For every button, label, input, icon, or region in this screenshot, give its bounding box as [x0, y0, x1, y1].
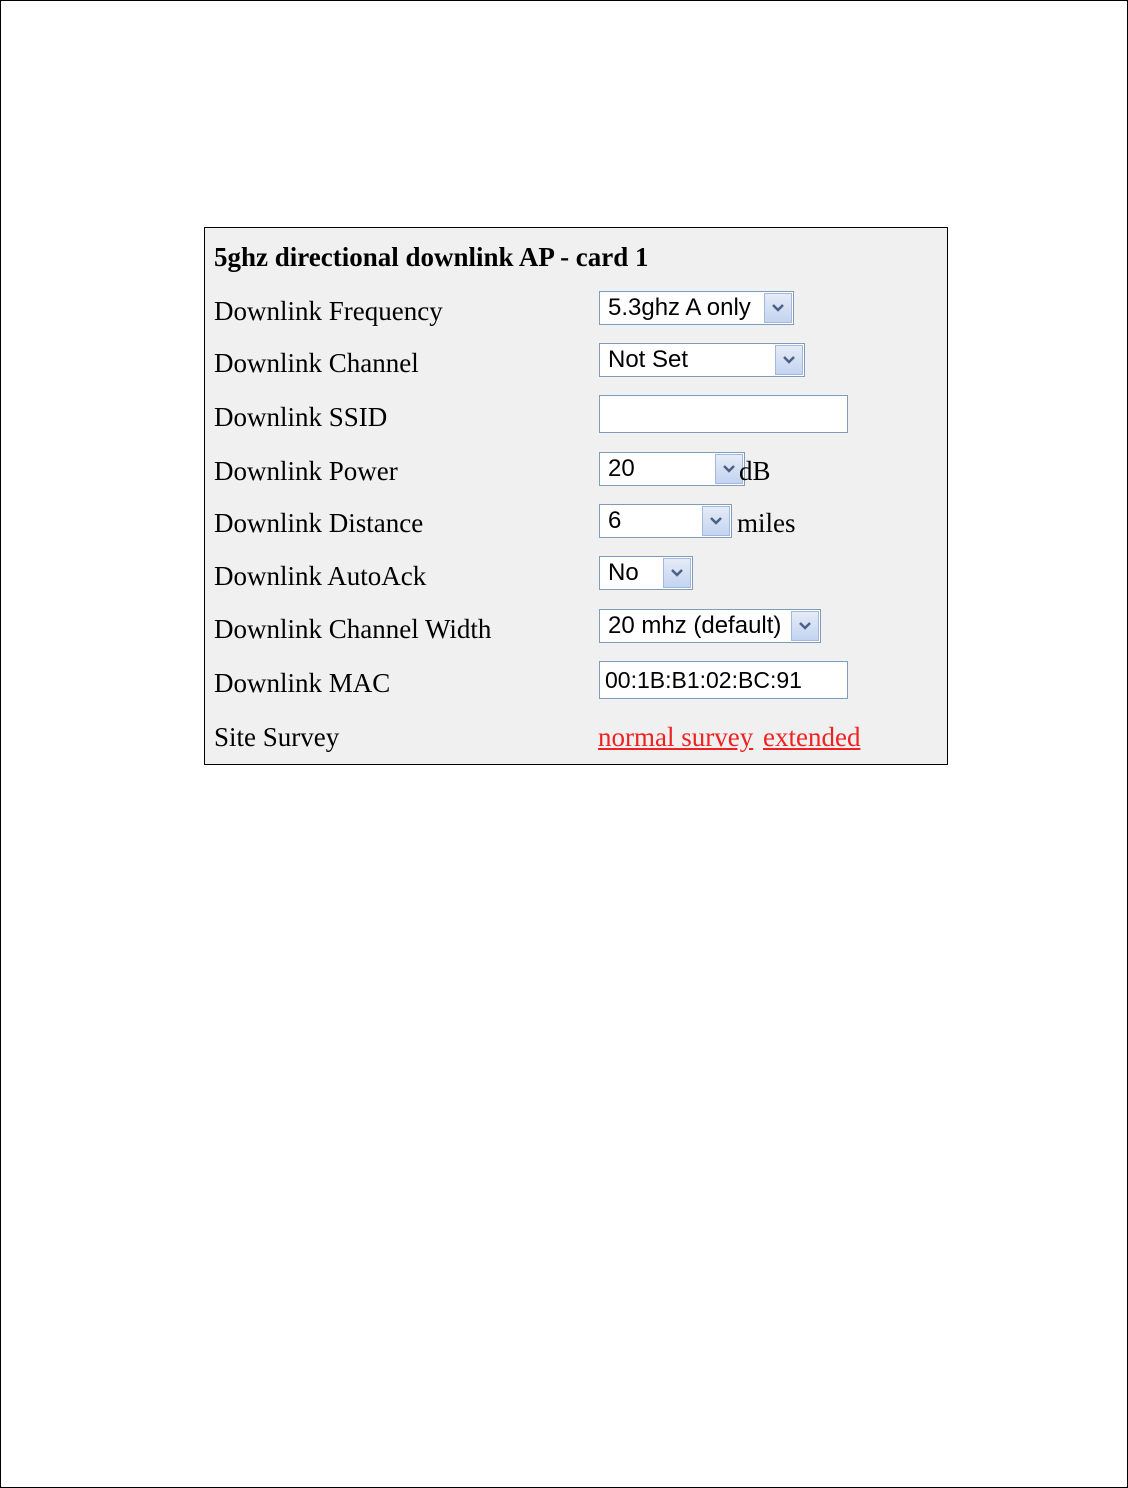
ssid-input[interactable]: [599, 395, 848, 433]
mac-label: Downlink MAC: [214, 668, 391, 698]
power-label: Downlink Power: [214, 456, 398, 486]
power-select[interactable]: [599, 452, 745, 486]
mac-input[interactable]: 00:1B:B1:02:BC:91: [599, 661, 848, 699]
channel-select-wrap: [599, 343, 805, 377]
frequency-label: Downlink Frequency: [214, 296, 443, 326]
ssid-input-wrap: [599, 395, 848, 433]
chevron-down-icon[interactable]: [775, 345, 803, 375]
ssid-label: Downlink SSID: [214, 402, 388, 432]
power-select-wrap: [599, 452, 745, 486]
channel-width-select-wrap: [599, 609, 821, 643]
downlink-settings-panel: [204, 227, 948, 765]
chevron-down-icon[interactable]: [663, 558, 691, 588]
chevron-down-icon[interactable]: [764, 293, 792, 323]
chevron-down-icon[interactable]: [791, 611, 819, 641]
channel-label: Downlink Channel: [214, 348, 419, 378]
mac-input-wrap: [599, 661, 848, 699]
distance-select[interactable]: [599, 504, 732, 538]
extended-survey-link[interactable]: extended: [763, 722, 861, 752]
channel-width-select-value: 20 mhz (default): [608, 612, 782, 639]
power-select-value: 20: [608, 455, 635, 482]
channel-select-value: Not Set: [608, 346, 689, 373]
panel-title: 5ghz directional downlink AP - card 1: [214, 242, 649, 272]
autoack-select[interactable]: [599, 556, 693, 590]
distance-select-value: 6: [608, 507, 622, 534]
distance-select-wrap: [599, 504, 732, 538]
frequency-select-wrap: [599, 291, 794, 325]
chevron-down-icon[interactable]: [702, 506, 730, 536]
normal-survey-link[interactable]: normal survey: [598, 722, 754, 752]
frequency-select-value: 5.3ghz A only: [608, 294, 751, 321]
distance-unit: miles: [737, 508, 796, 538]
autoack-select-wrap: [599, 556, 693, 590]
site-survey-label: Site Survey: [214, 722, 340, 752]
channel-select[interactable]: [599, 343, 805, 377]
distance-label: Downlink Distance: [214, 508, 424, 538]
channel-width-select[interactable]: [599, 609, 821, 643]
autoack-label: Downlink AutoAck: [214, 561, 427, 591]
power-unit: dB: [739, 456, 771, 486]
autoack-select-value: No: [608, 559, 639, 586]
frequency-select[interactable]: [599, 291, 794, 325]
channel-width-label: Downlink Channel Width: [214, 614, 492, 644]
